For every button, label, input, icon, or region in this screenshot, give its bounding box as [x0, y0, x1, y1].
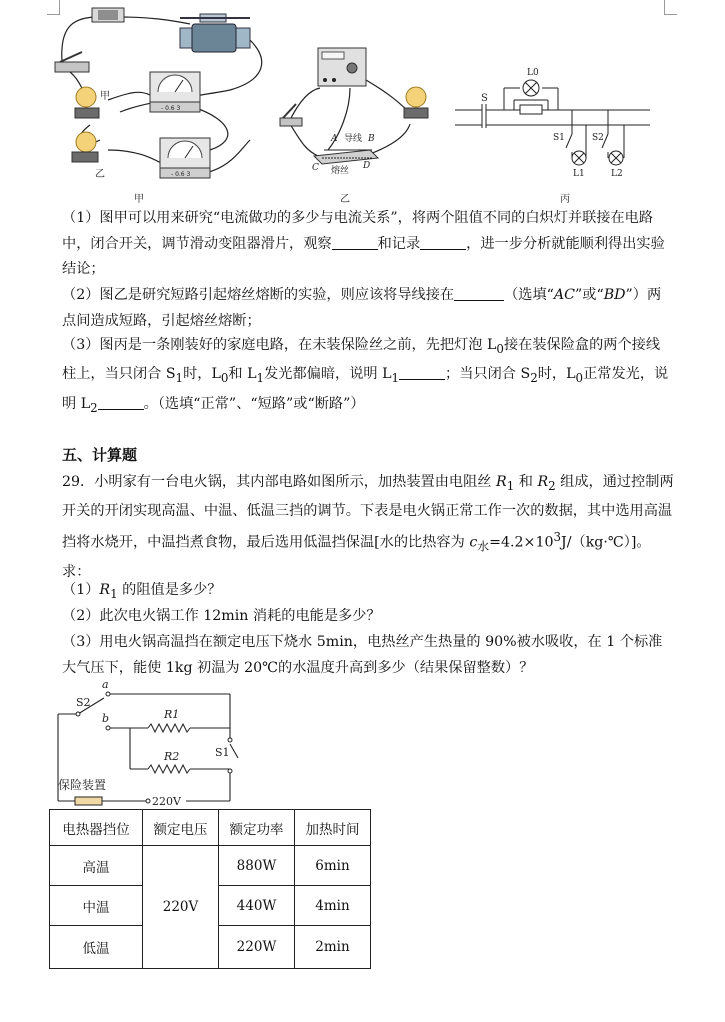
- bulb-jia-icon: [75, 87, 99, 118]
- table-cell-level: 低温: [50, 926, 143, 969]
- fuse-device-label: 保险装置: [58, 778, 107, 792]
- point-C: C: [312, 163, 319, 173]
- table-row: [50, 846, 371, 886]
- hotpot-data-table: [49, 809, 371, 969]
- figure-yi: [290, 80, 410, 156]
- rheostat-icon: [180, 14, 250, 52]
- switch-icon: [55, 52, 89, 72]
- supply-voltage-label: 220V: [152, 795, 181, 808]
- bing-label-S2: S2: [592, 133, 604, 143]
- ammeter-lower-scale: - 0.6 3: [171, 171, 191, 178]
- figure-bing-caption: 丙: [560, 194, 570, 205]
- fuse-device-icon: [75, 797, 102, 805]
- bulb-lower-label: 乙: [95, 169, 105, 180]
- answer-blank-1[interactable]: [332, 235, 378, 250]
- bulb-bing-yi-icon: [404, 87, 428, 118]
- ammeter-upper-scale: - 0.6 3: [161, 105, 181, 112]
- switch-S2-label: S2: [76, 696, 91, 709]
- top-figures: [0, 0, 725, 210]
- answer-blank-3[interactable]: [454, 286, 504, 301]
- question-2: （2）图乙是研究短路引起熔丝熔断的实验，则应该将导线接在 （选填“AC”或“BD”）两点间造成短路，引起熔丝熔断；: [62, 287, 662, 329]
- table-cell-power: 220W: [219, 926, 295, 969]
- question-29-stem: 29．小明家有一台电火锅，其内部电路如图所示，加热装置由电阻丝 $R_1$ 和 $R_2$ 组成，通过控制两开关的开闭实现高温、中温、低温三挡的调节。下表是电火锅正常工作一次的数据，其中选用高温挡将水烧开，中温挡煮食物，最后选用低温挡保温[水的比热容为 $c_水=4.2\times 10^3J/(kg\cdot℃)$]。求：: [62, 474, 674, 580]
- figure-yi-caption: 乙: [340, 194, 350, 205]
- bing-lamp-L0-icon: [523, 80, 539, 96]
- bing-fuse-box: [520, 105, 542, 114]
- fuse-label: 熔丝: [331, 166, 350, 176]
- table-header-cell: 加热时间: [295, 810, 371, 846]
- table-cell-power: 440W: [219, 886, 295, 926]
- resistor-R2-label: R2: [164, 750, 180, 763]
- table-cell-level: 高温: [50, 846, 143, 886]
- table-header-row: [50, 810, 371, 846]
- bulb-upper-label: 甲: [100, 91, 110, 102]
- hotpot-circuit: [40, 676, 270, 808]
- point-A: A: [331, 134, 338, 144]
- bing-lamp-L2-icon: [609, 151, 623, 165]
- bing-label-S1: S1: [553, 133, 565, 143]
- question-29-part-3: （3）用电火锅高温挡在额定电压下烧水 5min，电热丝产生热量的 90%被水吸收，在 1 个标准大气压下，能使 1kg 初温为 20℃的水温度升高到多少（结果保留整数）？: [62, 634, 663, 676]
- power-supply-icon: [318, 48, 366, 86]
- table-cell-voltage: 220V: [143, 846, 219, 969]
- question-1: （1）图甲可以用来研究“电流做功的多少与电流关系”，将两个阻值不同的白炽灯并联接在电路中，闭合开关，调节滑动变阻器滑片，观察 和记录 ，进一步分析就能顺利得出实验结论；: [62, 210, 665, 277]
- question-29-part-2: （2）此次电火锅工作 12min 消耗的电能是多少？: [62, 608, 381, 624]
- point-D: D: [363, 161, 371, 171]
- wire-label: 导线: [344, 134, 363, 144]
- bing-switch-S: S: [481, 93, 488, 104]
- answer-blank-2[interactable]: [420, 235, 466, 250]
- table-header-cell: 额定电压: [143, 810, 219, 846]
- table-cell-level: 中温: [50, 886, 143, 926]
- resistor-R1-label: R1: [164, 708, 180, 721]
- table-cell-time: 4min: [295, 886, 371, 926]
- table-header-cell: 额定功率: [219, 810, 295, 846]
- bing-label-L0: L0: [527, 68, 539, 78]
- bing-label-L1: L1: [573, 169, 585, 179]
- resistor-R1-icon: [148, 724, 190, 732]
- table-cell-time: 2min: [295, 926, 371, 969]
- question-29-part-1: $(1)R_1$ 的阻值是多少？: [62, 582, 222, 601]
- terminal-b: b: [102, 712, 110, 725]
- section-title: 五、计算题: [62, 446, 138, 464]
- answer-blank-5[interactable]: [98, 395, 144, 410]
- switch-S1-label: S1: [215, 746, 230, 759]
- bing-label-L2: L2: [611, 169, 623, 179]
- resistor-R2-icon: [148, 765, 190, 773]
- table-header-cell: 电热器挡位: [50, 810, 143, 846]
- bulb-yi-icon: [72, 132, 98, 162]
- answer-blank-4[interactable]: [399, 365, 445, 380]
- switch-yi-icon: [280, 104, 302, 126]
- terminal-a: a: [102, 678, 109, 691]
- table-cell-power: 880W: [219, 846, 295, 886]
- figure-jia-caption: 甲: [134, 194, 144, 205]
- bing-lamp-L1-icon: [572, 151, 586, 165]
- question-3: （3）图丙是一条刚装好的家庭电路，在未装保险丝之前，先把灯泡 $L_0$接在装保险盒的两个接线柱上，当只闭合 $S_1$时，$L_0$和 $L_1$发光都偏暗，说明 $L_1$ ；当只闭合 $S_2$时，$L_0$正常发光，说明 $L_2$ 。（选填“正常”、“短路”或“断路”）: [62, 337, 669, 415]
- table-cell-time: 6min: [295, 846, 371, 886]
- point-B: B: [368, 134, 375, 144]
